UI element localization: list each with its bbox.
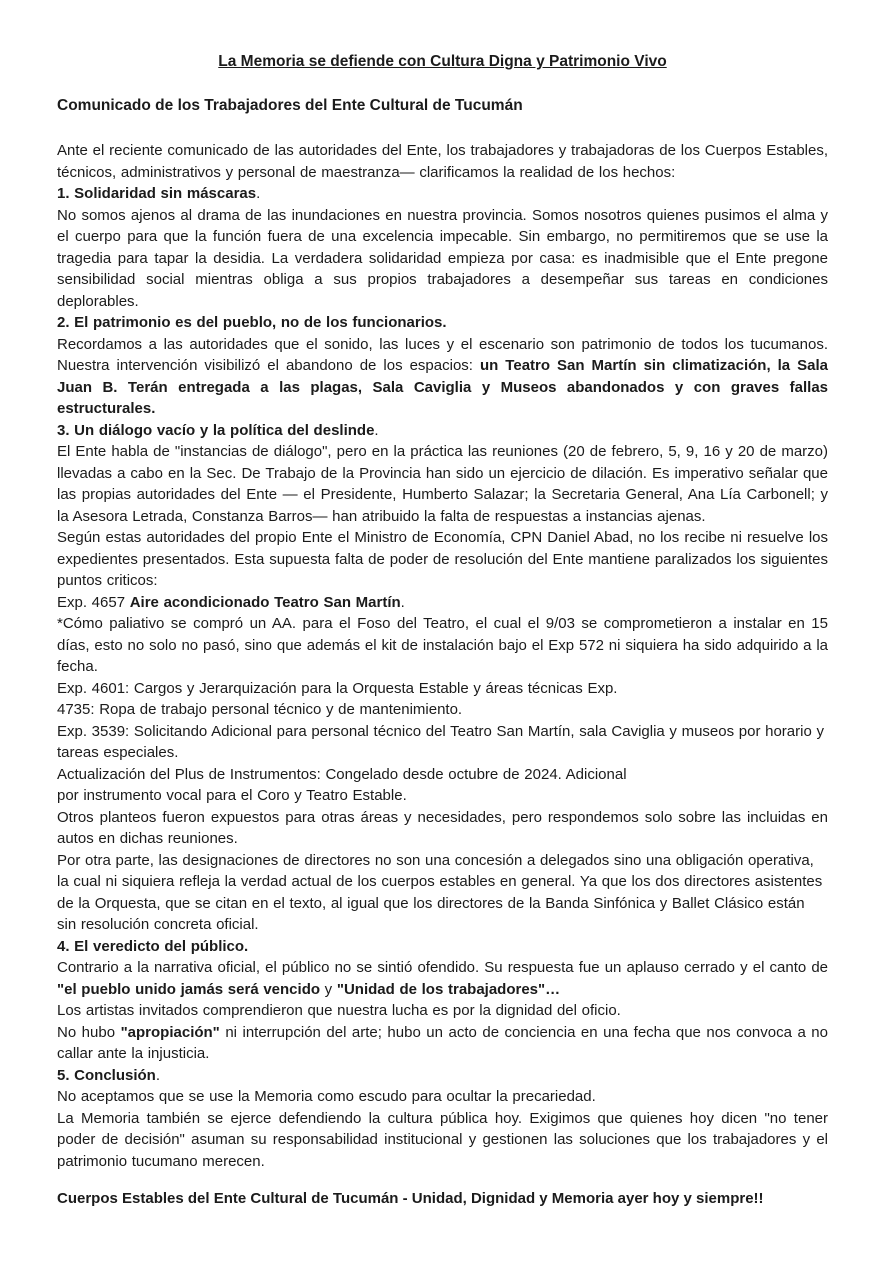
bold-text-run: un Teatro San Martín sin climatización, la Sala Juan B. Terán entregada a las plagas, Sala Caviglia y Museos abandonados y con graves fallas estructurales.: [57, 357, 829, 417]
paragraph: [57, 721, 828, 764]
document-footer: Cuerpos Estables del Ente Cultural de Tucumán - Unidad, Dignidad y Memoria ayer hoy y siempre!!: [57, 1190, 764, 1207]
text-run: La Memoria también se ejerce defendiendo la cultura pública hoy. Exigimos que quienes hoy dicen "no tener poder de decisión" asuman su responsabilidad institucional y gestionen las soluciones que los trabajadores y el patrimonio tucumano merecen.: [57, 1109, 828, 1170]
paragraph: [57, 678, 828, 700]
text-run: .: [374, 421, 379, 439]
bold-text-run: "Unidad de los trabajadores": [336, 980, 546, 998]
document-subject-heading: Comunicado de los Trabajadores del Ente Cultural de Tucumán: [57, 97, 523, 114]
bold-text-run: 1. Solidaridad sin máscaras: [57, 185, 257, 202]
text-run: .: [155, 1066, 161, 1084]
document-title: La Memoria se defiende con Cultura Digna y Patrimonio Vivo: [218, 53, 667, 70]
paragraph: [57, 527, 828, 592]
text-run: *Cómo paliativo se compró un AA. para el Foso del Teatro, el cual el 9/03 se comprometieron a instalar en 15 días, esto no solo no pasó, sino que además el kit de instalación bajo el Exp 572 ni siquiera ha sido adquirido a la fecha.: [57, 615, 828, 675]
text-run: Otros planteos fueron expuestos para otras áreas y necesidades, pero respondemos solo sobre las incluidas en autos en dichas reuniones.: [57, 808, 828, 847]
paragraph: [57, 1065, 828, 1087]
paragraph: [57, 957, 828, 1000]
text-run: Recordamos a las autoridades que el sonido, las luces y el escenario son patrimonio de todos los tucumanos. Nuestra intervención visibilizó el abandono de los espacios:: [57, 335, 828, 374]
text-run: Ante el reciente comunicado de las autoridades del Ente, los trabajadores y trabajadoras de los Cuerpos Estables, técnicos, administrativos y personal de maestranza— clarificamos la realidad de los hechos:: [57, 142, 828, 181]
bold-text-run: 3. Un diálogo vacío y la política del deslinde: [57, 421, 375, 439]
text-run: Contrario a la narrativa oficial, el público no se sintió ofendido. Su respuesta fue un aplauso cerrado y el canto de: [57, 959, 828, 976]
text-run: Los artistas invitados comprendieron que nuestra lucha es por la dignidad del oficio.: [57, 1002, 621, 1019]
text-run: Actualización del Plus de Instrumentos: Congelado desde octubre de 2024. Adicional: [57, 765, 627, 783]
text-run: Según estas autoridades del propio Ente el Ministro de Economía, CPN Daniel Abad, no los recibe ni resuelve los expedientes presentados. Esta supuesta falta de poder de resolución del Ente mantiene paralizados los siguientes puntos criticos:: [57, 529, 828, 589]
text-run: Exp. 4657: [57, 593, 130, 611]
text-run: No hubo: [57, 1023, 121, 1041]
text-run: No somos ajenos al drama de las inundaciones en nuestra provincia. Somos nosotros quienes pusimos el alma y el cuerpo para que la función fuera de una excelencia impecable. Sin embargo, no permitiremos que se use la tragedia para tapar la desidia. La verdadera solidaridad empieza por casa: es inadmisible que el Ente pregone sensibilidad social mientras obliga a sus propios trabajadores a desempeñar sus tareas en condiciones deplorables.: [57, 206, 828, 310]
paragraph: [57, 1108, 828, 1173]
paragraph: [57, 699, 828, 721]
bold-text-run: …: [545, 980, 561, 998]
bold-text-run: 5. Conclusión: [57, 1066, 156, 1084]
bold-text-run: Aire acondicionado Teatro San Martín: [129, 593, 401, 611]
paragraph: [57, 1022, 828, 1065]
paragraph: [57, 312, 828, 334]
paragraph: [57, 441, 828, 527]
paragraph: [57, 764, 828, 786]
paragraph: [57, 183, 828, 205]
document-body: [57, 140, 828, 1172]
text-run: y: [320, 980, 337, 998]
paragraph: [57, 334, 828, 420]
text-run: Por otra parte, las designaciones de directores no son una concesión a delegados sino una obligación operativa, la cual ni siquiera refleja la verdad actual de los cuerpos estables en general. Ya que los dos directores asistentes de la Orquesta, que se citan en el texto, al igual que los directores de la Banda Sinfónica y Ballet Clásico están sin resolución concreta oficial.: [57, 851, 823, 933]
paragraph: [57, 850, 828, 936]
text-run: por instrumento vocal para el Coro y Teatro Estable.: [57, 787, 407, 804]
paragraph: [57, 613, 828, 678]
text-run: .: [400, 593, 405, 611]
text-run: No aceptamos que se use la Memoria como escudo para ocultar la precariedad.: [57, 1088, 596, 1105]
text-run: El Ente habla de "instancias de diálogo", pero en la práctica las reuniones (20 de febrero, 5, 9, 16 y 20 de marzo) llevadas a cabo en la Sec. De Trabajo de la Provincia han sido un ejercicio de dilación. Es imperativo señalar que las propias autoridades del Ente — el Presidente, Humberto Salazar; la Secretaria General, Ana Lía Carbonell; y la Asesora Letrada, Constanza Barros— han atribuido la falta de respuestas a instancias ajenas.: [57, 443, 828, 525]
paragraph: [57, 140, 828, 183]
text-run: .: [256, 185, 261, 202]
text-run: ni interrupción del arte; hubo un acto de conciencia en una fecha que nos convoca a no callar ante la injusticia.: [57, 1023, 828, 1062]
paragraph: [57, 592, 828, 614]
paragraph: [57, 1000, 828, 1022]
paragraph: [57, 205, 828, 313]
text-run: 4735: Ropa de trabajo personal técnico y de mantenimiento.: [57, 701, 463, 718]
bold-text-run: 2. El patrimonio es del pueblo, no de los funcionarios.: [57, 314, 447, 331]
paragraph: [57, 785, 828, 807]
text-run: Exp. 4601: Cargos y Jerarquización para la Orquesta Estable y áreas técnicas Exp.: [57, 679, 618, 697]
bold-text-run: "el pueblo unido jamás será vencido: [57, 980, 321, 998]
paragraph: [57, 420, 828, 442]
bold-text-run: 4. El veredicto del público.: [57, 937, 249, 955]
bold-text-run: "apropiación": [120, 1023, 220, 1041]
paragraph: [57, 1086, 828, 1108]
paragraph: [57, 936, 828, 958]
text-run: Exp. 3539: Solicitando Adicional para personal técnico del Teatro San Martín, sala Caviglia y museos por horario y tareas especiales.: [57, 722, 824, 761]
paragraph: [57, 807, 828, 850]
